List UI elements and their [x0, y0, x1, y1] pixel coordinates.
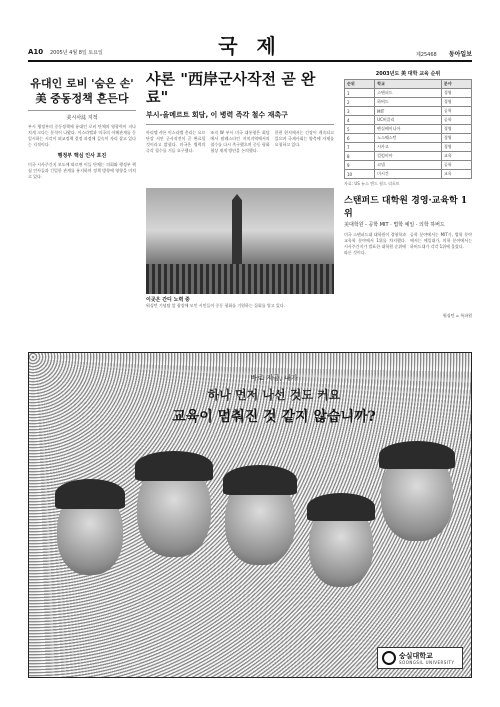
page-header [28, 30, 472, 62]
middle-body-2: 조지 W 부시 미국 대통령은 회담에서 팔레스타인 자치지역에서의 철수를 다시 촉구했으며 중동 평화 협상 재개 방안을 논의했다. [210, 130, 270, 153]
table-cell: 교육 [441, 152, 471, 161]
logo-text-block [399, 652, 454, 665]
hair-shape [135, 451, 213, 481]
university-advertisement [28, 352, 472, 678]
ad-slogan-line-1: 바로 지금, 내가 [250, 374, 298, 382]
right-body-1: 미국 스탠퍼드대 대학원이 경영학과 교육학 분야에서 1위를 차지했다. 시사주간지가 발표한 대학원 순위에 따른 것이다. [344, 232, 406, 255]
hair-shape [55, 479, 125, 509]
photo-caption: 워싱턴 기념탑 앞 광장에 모인 시민들이 중동 평화를 기원하는 집회를 열고 있다. [146, 303, 285, 308]
ad-photo-faces [29, 441, 472, 678]
middle-article [146, 70, 334, 332]
table-row [345, 116, 472, 125]
table-cell: 8 [345, 152, 375, 161]
crowd-shape [146, 264, 334, 294]
ad-slogan [149, 373, 399, 426]
table-cell: MIT [375, 107, 442, 116]
hair-shape [379, 441, 455, 469]
table-row [345, 125, 472, 134]
university-logo [377, 647, 463, 669]
photo-caption-title: 이곳은 간디 노력 중 [146, 297, 190, 303]
table-cell: 노스웨스턴 [375, 134, 442, 143]
ranking-table-title: 2003년도 美 대학 교육 순위 [375, 71, 441, 77]
table-cell: 코넬 [375, 161, 442, 170]
table-cell: 펜실베이니아 [375, 125, 442, 134]
table-cell: 경영 [441, 134, 471, 143]
table-row [345, 107, 472, 116]
middle-body-1: 아리엘 샤론 이스라엘 총리는 요르단강 서안 군사작전이 곧 완료될 것이라고 밝혔다. 미국은 병력의 즉각 철수를 거듭 요구했다. [146, 130, 206, 153]
masthead [416, 49, 472, 58]
page-date: 2005년 4월 8일 토요일 [50, 50, 103, 56]
table-row [345, 89, 472, 98]
table-cell: 경영 [441, 143, 471, 152]
table-cell: 경영 [441, 89, 471, 98]
monument-shape [232, 194, 242, 272]
ad-slogan-line-2: 하나 먼저 나선 것도 커요 [207, 388, 341, 402]
table-cell: 7 [345, 143, 375, 152]
ranking-header-cell: 순위 [345, 80, 375, 89]
table-cell: 공학 [441, 161, 471, 170]
newspaper-name: 동아일보 [448, 51, 472, 58]
right-text-columns [344, 232, 472, 310]
table-cell: 경영 [441, 125, 471, 134]
table-cell: 미시간 [375, 170, 442, 179]
table-cell: 교육 [441, 170, 471, 179]
table-row [345, 161, 472, 170]
table-cell: 4 [345, 116, 375, 125]
logo-english-name: SOONGSIL UNIVERSITY [399, 659, 455, 665]
ranking-table [344, 79, 472, 179]
table-cell: 10 [345, 170, 375, 179]
ranking-header-cell: 학교 [375, 80, 442, 89]
left-subhead: 행정부 핵심 인사 포진 [57, 153, 107, 159]
middle-subheadline: 부시-올메르트 회담, 이 병력 즉각 철수 재촉구 [146, 110, 334, 125]
university-seal-icon [382, 651, 396, 665]
table-cell: UC버클리 [375, 116, 442, 125]
table-row [345, 170, 472, 179]
ad-slogan-line-3: 교육이 멈춰진 것 같지 않습니까? [172, 409, 376, 425]
left-body-1: 부시 행정부의 중동정책에 유대인 로비 단체의 영향력이 지나치게 크다는 분석이 나왔다. 이스라엘과 미국의 이해관계를 동일시하는 시각이 외교정책 결정 과정에 깊숙이 자리 잡고 있다는 지적이다. [28, 124, 136, 147]
table-cell: 공학 [441, 107, 471, 116]
middle-headline: 샤론 "西岸군사작전 곧 완료" [146, 70, 316, 106]
table-cell: 2 [345, 98, 375, 107]
logo-korean-name: 숭실대학교 [399, 651, 433, 660]
table-row [345, 143, 472, 152]
right-byline: 워싱턴 = 특파원 [442, 313, 472, 318]
table-source: 자료: US 뉴스 앤드 월드 리포트 [344, 181, 400, 186]
left-article [28, 70, 136, 332]
left-byline: 美시사誌 지적 [66, 115, 98, 121]
news-photo-block [146, 188, 334, 312]
table-cell: 스탠퍼드 [375, 89, 442, 98]
hair-shape [307, 493, 375, 521]
issue-number: 제25468 [415, 52, 437, 58]
right-headline: 스탠퍼드 대학원 경영·교육학 1위 [344, 196, 468, 219]
table-cell: 경영 [441, 98, 471, 107]
table-row [345, 152, 472, 161]
table-cell: 1 [345, 89, 375, 98]
left-headline: 유대인 로비 '숨은 손' 美 중동정책 흔든다 [28, 70, 136, 111]
table-cell: 3 [345, 107, 375, 116]
table-row [345, 98, 472, 107]
ranking-table-header-row [345, 80, 472, 89]
table-cell: 5 [345, 125, 375, 134]
news-photo [146, 188, 334, 294]
table-cell: 시카고 [375, 143, 442, 152]
right-body-2: 공학 분야에서는 MIT가, 법학 분야에서는 예일대가, 의학 분야에서는 하버드대가 각각 1위에 올랐다. [410, 232, 472, 249]
table-row [345, 134, 472, 143]
right-article [344, 70, 472, 332]
middle-body-3: 한편 현지에서는 긴장이 계속되고 있으며 국제사회는 양측에 자제를 요청하고 있다. [274, 130, 334, 147]
table-cell: 6 [345, 134, 375, 143]
hair-shape [223, 465, 297, 495]
section-title: 국 제 [218, 34, 282, 58]
ranking-header-cell: 분야 [441, 80, 471, 89]
table-cell: 공학 [441, 116, 471, 125]
page-number: A10 [28, 48, 44, 56]
table-cell: 하버드 [375, 98, 442, 107]
table-cell: 9 [345, 161, 375, 170]
left-body-2: 미국 시사주간지 보도에 따르면 이들 단체는 의회와 행정부 핵심 인사들과 긴밀한 관계를 유지하며 정책 방향에 영향을 미치고 있다. [28, 162, 136, 179]
table-cell: 컬럼비아 [375, 152, 442, 161]
right-subheadline: 美대학원 - 공학 MIT · 법학 예일 · 의학 하버드 [344, 222, 445, 228]
